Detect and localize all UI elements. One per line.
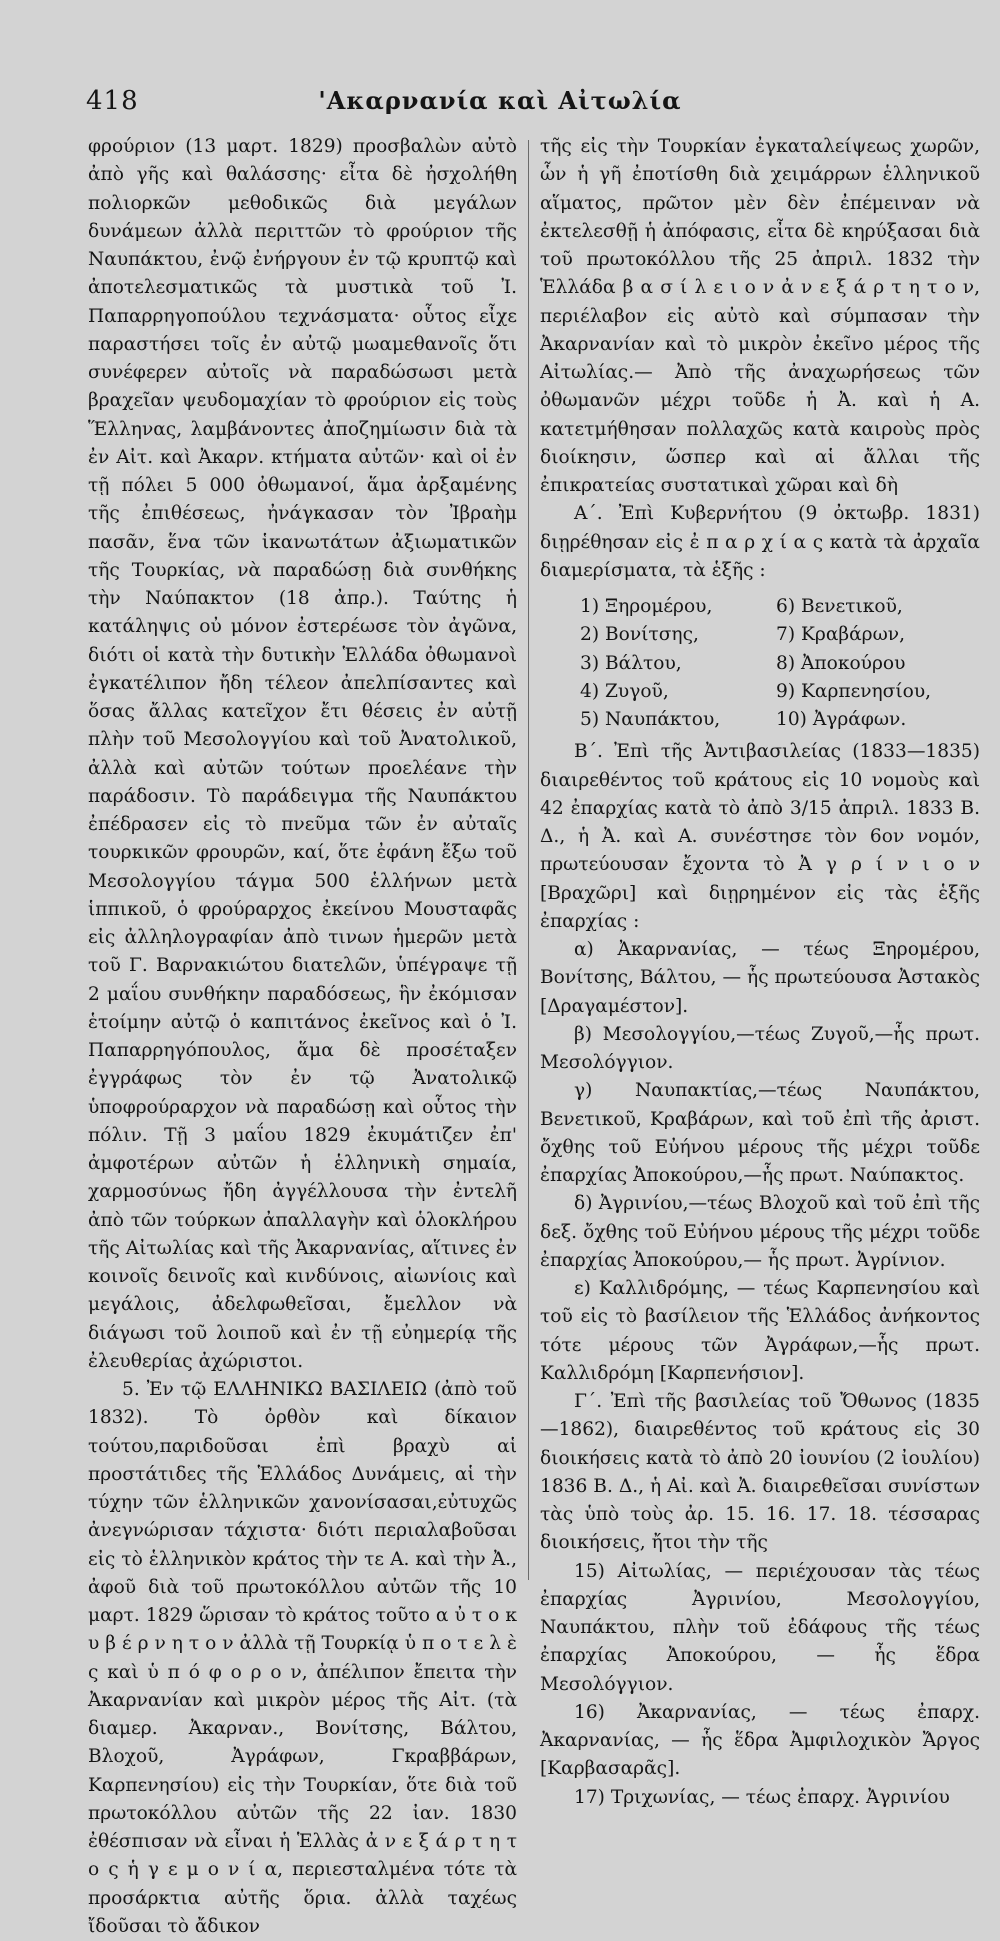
list-item: 6) Βενετικοῦ, bbox=[776, 596, 903, 617]
list-item: δ) Ἀγρινίου,—τέως Βλοχοῦ καὶ τοῦ ἐπὶ τῆς δεξ. ὄχθης τοῦ Εὐήνου μέρους τῆς μέχρι τοῦδε ἐπαρχίας Ἀποκούρου,— ἧς πρωτ. Ἀγρίνιον. bbox=[540, 1193, 980, 1271]
list-item: 9) Καρπενησίου, bbox=[776, 680, 932, 702]
list-item: 5) Ναυπάκτου, bbox=[580, 709, 721, 730]
page-number: 418 bbox=[86, 86, 139, 116]
section-b: Β΄. Ἐπὶ τῆς Ἀντιβασιλείας (1833—1835) διαιρεθέντος τοῦ κράτους εἰς 10 νομοὺς καὶ 42 ἐπαρχίας κατὰ τὸ ἀπὸ 3/15 ἀπριλ. 1833 Β. Δ., ἡ Ἀ. καὶ Α. συνέστησε τὸν 6ον νομόν, πρωτεύουσαν ἔχοντα τὸ Ἀ γ ρ ί ν ι ο ν [Βραχῶρι] καὶ διῃρημένον εἰς τὰς ἑξῆς ἐπαρχίας : bbox=[540, 741, 980, 932]
right-column bbox=[540, 133, 980, 1812]
eparchy-list bbox=[580, 593, 980, 734]
paragraph: φρούριον (13 μαρτ. 1829) προσβαλὼν αὐτὸ ἀπὸ γῆς καὶ θαλάσσης· εἶτα δὲ ἠσχολήθη πολιορκῶν μεθοδικῶς διὰ μεγάλων δυνάμεων ἀλλὰ περιττῶν τὸ φρούριον τῆς Ναυπάκτου, ἐνῷ ἐνήργουν ἐν τῷ κρυπτῷ καὶ ἀποτελεσματικῶς τὰ μυστικὰ τοῦ Ἰ. Παπαρρηγοπούλου τεχνάσματα· οὗτος εἶχε παραστήσει τοῖς ἐν αὐτῷ μωαμεθανοῖς ὅτι συνέφερεν αὐτοῖς νὰ παραδώσωσι μετὰ βραχεῖαν ψευδομαχίαν τὸ φρούριον εἰς τοὺς Ἕλληνας, λαμβάνοντες ἀποζημίωσιν διὰ τὰ ἐν Αἰτ. καὶ Ἀκαρν. κτήματα αὐτῶν· καὶ οἱ ἐν τῇ πόλει 5 000 ὀθωμανοί, ἅμα ἀρξαμένης τῆς ἐπιθέσεως, ἠνάγκασαν τὸν Ἰβραὴμ πασᾶν, ἕνα τῶν ἱκανωτάτων ἀξιωματικῶν τῆς Τουρκίας, νὰ παραδώσῃ διὰ συνθήκης τὴν Ναύπακτον (18 ἀπρ.). Ταύτης ἡ κατάληψις οὐ μόνον ἐστερέωσε τὸν ἀγῶνα, διότι οἱ κατὰ τὴν δυτικὴν Ἑλλάδα ὀθωμανοὶ ἐγκατέλιπον ἤδη τέλεον ἀπελπίσαντες καὶ ὅσας ἄλλας κατεῖχον ἔτι θέσεις ἐν αὐτῇ πλὴν τοῦ Μεσολογγίου καὶ τοῦ Ἀνατολικοῦ, ἀλλὰ καὶ αὐτῶν τούτων προελέανε τὴν παράδοσιν. Τὸ παράδειγμα τῆς Ναυπάκτου ἐπέδρασεν εἰς τὸ πνεῦμα τῶν ἐν αὐταῖς τουρκικῶν φρουρῶν, καί, ὅτε ἐφάνη ἔξω τοῦ Μεσολογγίου τάγμα 500 ἑλλήνων μετὰ ἱππικοῦ, ὁ φρούραρχος ἐκείνου Μουσταφᾶς εἰς ἀλληλογραφίαν ἀπὸ τινων ἡμερῶν μετὰ τοῦ Γ. Βαρνακιώτου διατελῶν, ὑπέγραψε τῇ 2 μαΐου συνθήκην παραδόσεως, ἣν ἐκόμισαν ἑτοίμην αὐτῷ ὁ καπιτάνος ἐκεῖνος καὶ ὁ Ἰ. Παπαρρηγόπουλος, ἅμα δὲ προσέταξεν ἐγγράφως τὸν ἐν τῷ Ἀνατολικῷ ὑποφρούραρχον νὰ παραδώσῃ καὶ οὗτος τὴν πόλιν. Τῇ 3 μαΐου 1829 ἐκυμάτιζεν ἐπ' ἀμφοτέρων αὐτῶν ἡ ἑλληνικὴ σημαία, χαρμοσύνως ἤδη ἀγγέλλουσα τὴν ἐντελῆ ἀπὸ τῶν τούρκων ἀπαλλαγὴν καὶ ὁλοκλήρου τῆς Αἰτωλίας καὶ τῆς Ἀκαρνανίας, αἵτινες ἐν κοινοῖς δεινοῖς καὶ κινδύνοις, αἰωνίοις καὶ μεγάλοις, ἀδελφωθεῖσαι, ἔμελλον νὰ διάγωσι τοῦ λοιποῦ καὶ ἐν τῇ εὐημερίᾳ τῆς ἐλευθερίας ἀχώριστοι. bbox=[88, 136, 517, 1372]
section-a: Α΄. Ἐπὶ Κυβερνήτου (9 ὀκτωβρ. 1831) διῃρέθησαν εἰς ἐ π α ρ χ ί α ς κατὰ τὰ ἀρχαῖα διαμερίσματα, τὰ ἑξῆς : bbox=[540, 503, 980, 581]
list-item: 2) Βονίτσης, bbox=[580, 624, 699, 646]
list-item: γ) Ναυπακτίας,—τέως Ναυπάκτου, Βενετικοῦ, Κραβάρων, καὶ τοῦ ἐπὶ τῆς ἀριστ. ὄχθης τοῦ Εὐήνου μέρους τῆς μέχρι τοῦδε ἐπαρχίας Ἀποκούρου,—ἧς πρωτ. Ναύπακτος. bbox=[540, 1080, 980, 1186]
list-item: ε) Καλλιδρόμης, — τέως Καρπενησίου καὶ τοῦ εἰς τὸ βασίλειον τῆς Ἑλλάδος ἀνήκοντος τότε μέρους τῶν Ἀγράφων,—ἧς πρωτ. Καλλιδρόμη [Καρπενήσιον]. bbox=[540, 1278, 980, 1384]
paragraph: 5. Ἐν τῷ ΕΛΛΗΝΙΚΩ ΒΑΣΙΛΕΙΩ (ἀπὸ τοῦ 1832). Τὸ ὀρθὸν καὶ δίκαιον τούτου,παριδοῦσαι ἐπὶ βραχὺ αἱ προστάτιδες τῆς Ἑλλάδος Δυνάμεις, αἱ τὴν τύχην τῶν ἑλληνικῶν χανονίσασαι,εὐτυχῶς ἀνεγνώρισαν τάχιστα· διότι περιαλαβοῦσαι εἰς τὸ ἑλληνικὸν κράτος τὴν τε Α. καὶ τὴν Ἀ., ἀφοῦ διὰ τοῦ πρωτοκόλλου αὐτῶν τῆς 10 μαρτ. 1829 ὥρισαν τὸ κράτος τοῦτο α ὐ τ ο κ υ β έ ρ ν η τ ο ν ἀλλὰ τῇ Τουρκίᾳ ὑ π ο τ ε λ ὲ ς καὶ ὑ π ό φ ο ρ ο ν, ἀπέλιπον ἔπειτα τὴν Ἀκαρνανίαν καὶ μικρὸν μέρος τῆς Αἰτ. (τὰ διαμερ. Ἀκαρναν., Βονίτσης, Βάλτου, Βλοχοῦ, Ἀγράφων, Γκραββάρων, Καρπενησίου) εἰς τὴν Τουρκίαν, ὅτε διὰ τοῦ πρωτοκόλλου αὐτῶν τῆς 22 ἰαν. 1830 ἐθέσπισαν νὰ εἶναι ἡ Ἑλλὰς ἀ ν ε ξ ά ρ τ η τ ο ς ἡ γ ε μ ο ν ί α, περιεσταλμένα τότε τὰ προσάρκτια αὐτῆς ὅρια. ἀλλὰ ταχέως ἴδοῦσαι τὸ ἄδικον bbox=[88, 1379, 517, 1937]
running-head-title: 'Ακαρνανία καὶ Αἰτωλία bbox=[318, 86, 682, 115]
list-item: 15) Αἰτωλίας, — περιέχουσαν τὰς τέως ἐπαρχίας Ἀγρινίου, Μεσολογγίου, Ναυπάκτου, πλὴν τοῦ ἐδάφους τῆς τέως ἐπαρχίας Ἀποκούρου, — ἧς ἕδρα Μεσολόγγιον. bbox=[540, 1560, 980, 1695]
list-item: 1) Ξηρομέρου, bbox=[580, 596, 713, 617]
list-item: 4) Ζυγοῦ, bbox=[580, 680, 669, 702]
list-item: 17) Τριχωνίας, — τέως ἐπαρχ. Ἀγρινίου bbox=[574, 1786, 950, 1808]
list-item: 10) Ἀγράφων. bbox=[776, 709, 907, 730]
list-item: β) Μεσολογγίου,—τέως Ζυγοῦ,—ἧς πρωτ. Μεσολόγγιον. bbox=[540, 1023, 980, 1073]
paragraph: τῆς εἰς τὴν Τουρκίαν ἐγκαταλείψεως χωρῶν, ὧν ἡ γῆ ἐποτίσθη διὰ χειμάρρων ἑλληνικοῦ αἵματος, πρῶτον μὲν δὲν ἐπέμειναν νὰ ἐκτελεσθῇ ἡ ἀπόφασις, εἶτα δὲ κηρύξασαι διὰ τοῦ πρωτοκόλλου τῆς 25 ἀπριλ. 1832 τὴν Ἑλλάδα β α σ ί λ ε ι ο ν ἀ ν ε ξ ά ρ τ η τ ο ν, περιέλαβον εἰς αὐτὸ καὶ σύμπασαν τὴν Ἀκαρνανίαν καὶ τὸ μικρὸν ἐκεῖνο μέρος τῆς Αἰτωλίας.— Ἀπὸ τῆς ἀναχωρήσεως τῶν ὀθωμανῶν μέχρι τοῦδε ἡ Ἀ. καὶ ἡ Α. κατετμήθησαν πολλαχῶς κατὰ καιροὺς πρὸς διοίκησιν, ὥσπερ καὶ αἱ ἄλλαι τῆς ἐπικρατείας συστατικαὶ χῶραι καὶ δὴ bbox=[540, 136, 980, 496]
left-column bbox=[88, 133, 517, 1941]
list-item: 3) Βάλτου, bbox=[580, 652, 682, 674]
column-divider bbox=[528, 140, 529, 1580]
list-item: 8) Ἀποκούρου bbox=[776, 652, 906, 674]
list-item: 16) Ἀκαρνανίας, — τέως ἐπαρχ. Ἀκαρνανίας, — ἧς ἕδρα Ἀμφιλοχικὸν Ἄργος [Καρβασαρᾶς]. bbox=[540, 1701, 980, 1780]
list-item: α) Ἀκαρνανίας, — τέως Ξηρομέρου, Βονίτσης, Βάλτου, — ἧς πρωτεύουσα Ἀστακὸς [Δραγαμέστον]. bbox=[540, 939, 980, 1017]
section-c: Γ΄. Ἐπὶ τῆς βασιλείας τοῦ Ὄθωνος (1835 —1862), διαιρεθέντος τοῦ κράτους εἰς 30 διοικήσεις κατὰ τὸ ἀπὸ 20 ἰουνίου (2 ἰουλίου) 1836 Β. Δ., ἡ Αἰ. καὶ Ἀ. διαιρεθεῖσαι συνίστων τὰς ὑπὸ τοὺς ἀρ. 15. 16. 17. 18. τέσσαρας διοικήσεις, ἤτοι τὴν τῆς bbox=[540, 1391, 980, 1554]
list-item: 7) Κραβάρων, bbox=[776, 624, 905, 646]
